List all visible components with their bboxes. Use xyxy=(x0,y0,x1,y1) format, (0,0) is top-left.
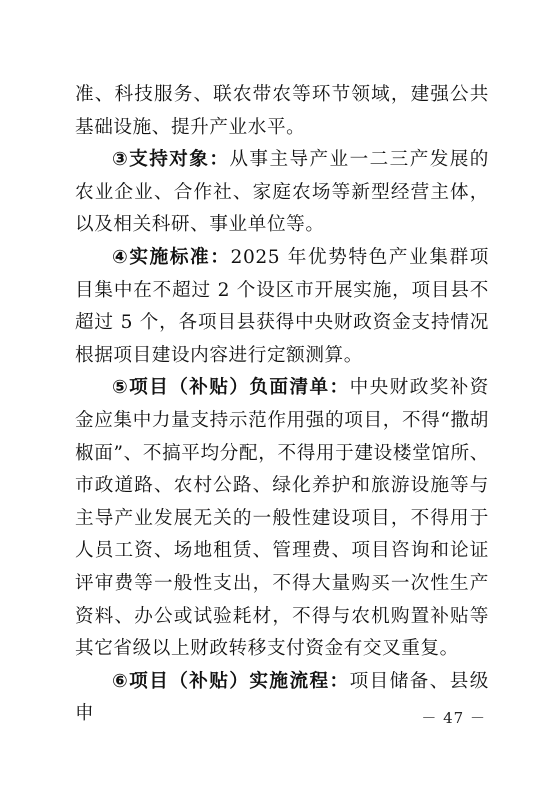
paragraph-text: 项目储备、县级申 xyxy=(75,670,490,725)
paragraph-heading: ③支持对象： xyxy=(112,149,230,171)
paragraph-continuation xyxy=(75,79,489,144)
paragraph-negative-list xyxy=(75,372,489,665)
paragraph-text: 中央财政奖补资金应集中力量支持示范作用强的项目，不得“撒胡椒面”、不搞平均分配，不得用于建设楼堂馆所、市政道路、农村公路、绿化养护和旅游设施等与主导产业发展无关的一般性建设项目，不得用于人员工资、场地租赁、管理费、项目咨询和论证评审费等一般性支出，不得大量购买一次性生产资料、办公或试验耗材，不得与农机购置补贴等其它省级以上财政转移支付资金有交叉重复。 xyxy=(75,377,490,660)
paragraph-heading: ⑤项目（补贴）负面清单： xyxy=(112,377,350,399)
paragraph-heading: ④实施标准： xyxy=(112,246,231,268)
paragraph-text: 准、科技服务、联农带农等环节领域，建强公共基础设施、提升产业水平。 xyxy=(75,84,489,138)
paragraph-implementation-standard xyxy=(75,242,489,372)
paragraph-text: 从事主导产业一二三产发展的农业企业、合作社、家庭农场等新型经营主体，以及相关科研、事业单位等。 xyxy=(75,149,489,236)
paragraph-support-target xyxy=(75,144,489,242)
page-number: － 47 － xyxy=(421,709,486,727)
paragraph-heading: ⑥项目（补贴）实施流程： xyxy=(112,670,350,692)
document-body xyxy=(75,79,489,731)
paragraph-text: 2025 年优势特色产业集群项目集中在不超过 2 个设区市开展实施，项目县不超过 5 个，各项目县获得中央财政资金支持情况根据项目建设内容进行定额测算。 xyxy=(75,246,490,366)
